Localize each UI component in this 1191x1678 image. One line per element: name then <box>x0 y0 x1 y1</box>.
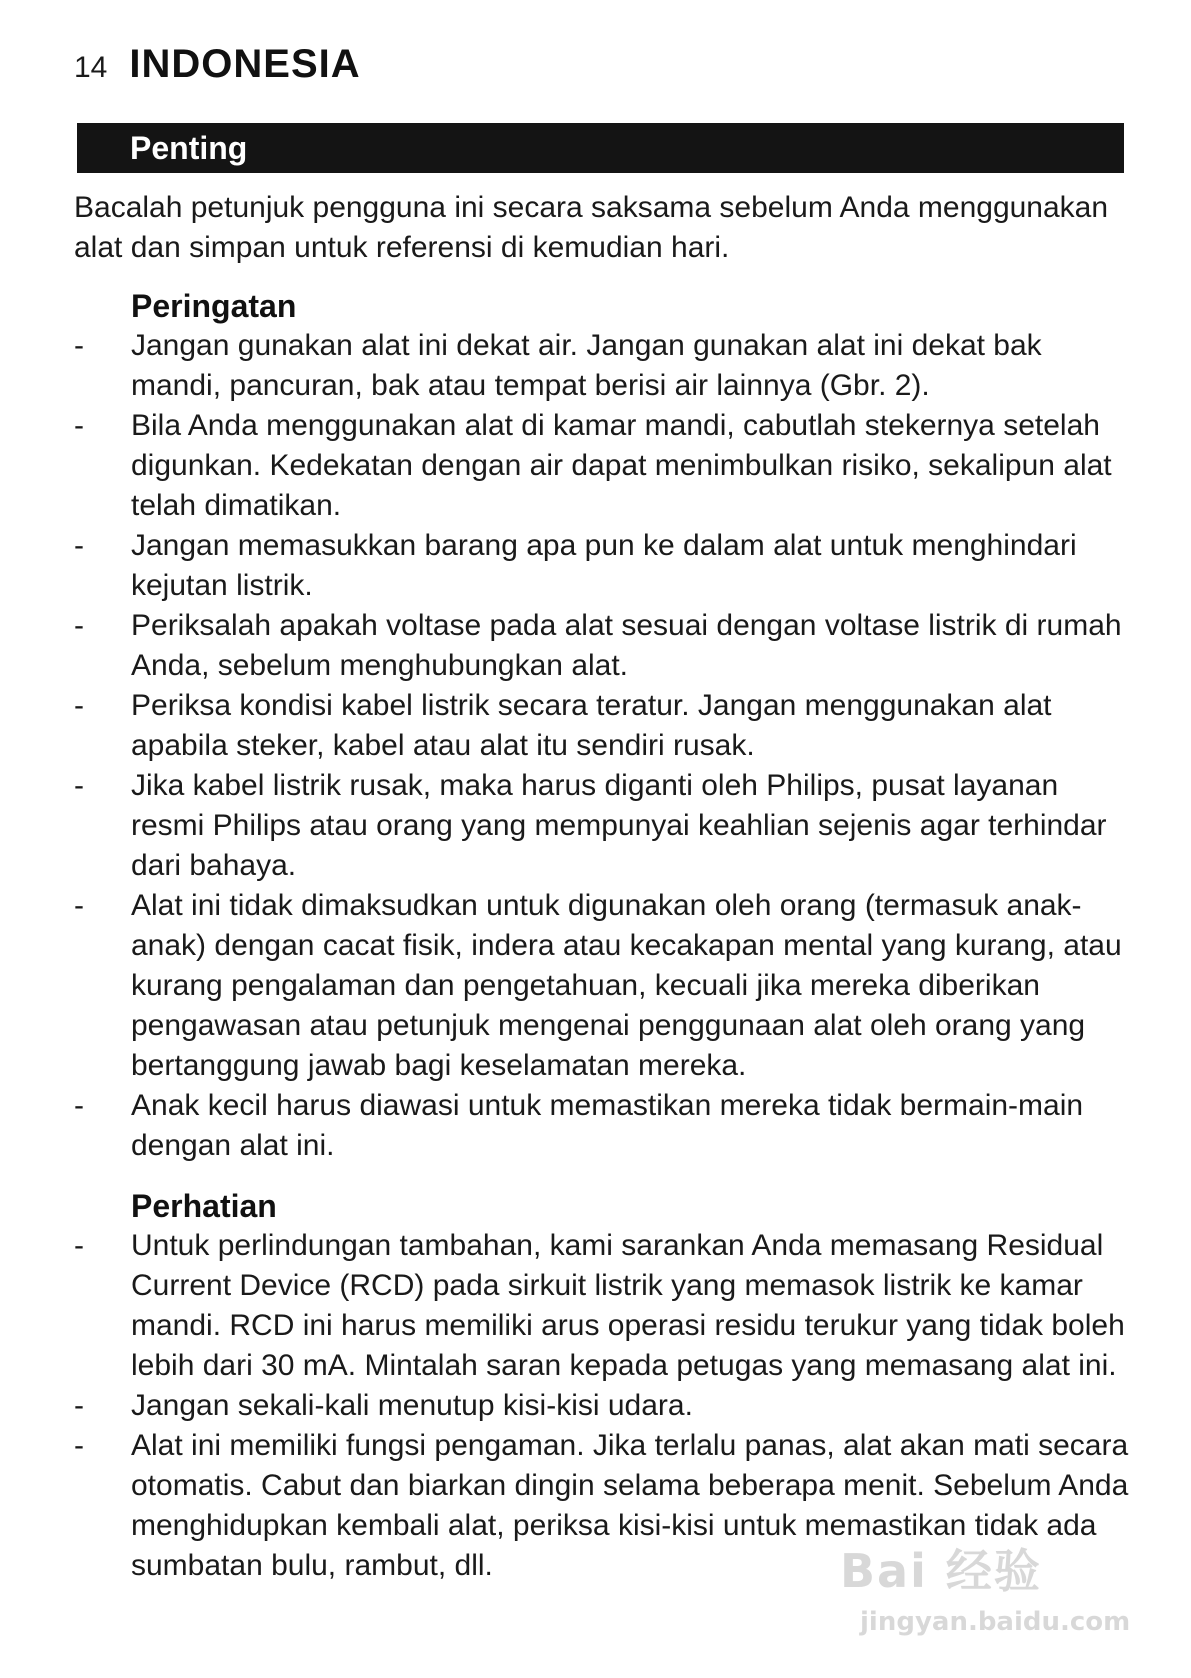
baidu-watermark <box>840 1535 1130 1655</box>
list-item <box>74 326 1134 406</box>
bullet-dash: - <box>74 529 84 562</box>
page-number: 14 <box>74 51 108 84</box>
list-item-text: Jangan sekali-kali menutup kisi-kisi udara. <box>131 1389 693 1422</box>
bullet-dash: - <box>74 769 84 802</box>
bullet-dash: - <box>74 1229 84 1262</box>
warnings-list <box>74 326 1134 1166</box>
section-title: Penting <box>130 130 248 166</box>
intro-paragraph: Bacalah petunjuk pengguna ini secara saksama sebelum Anda menggunakan alat dan simpan untuk referensi di kemudian hari. <box>74 191 1109 264</box>
bullet-dash: - <box>74 409 84 442</box>
list-item-text: Jangan gunakan alat ini dekat air. Jangan gunakan alat ini dekat bak mandi, pancuran, bak atau tempat berisi air lainnya (Gbr. 2). <box>131 329 1042 402</box>
list-item <box>74 1226 1134 1386</box>
language-heading: INDONESIA <box>129 42 361 86</box>
list-item-text: Periksa kondisi kabel listrik secara teratur. Jangan menggunakan alat apabila steker, kabel atau alat itu sendiri rusak. <box>131 689 1052 762</box>
bullet-dash: - <box>74 609 84 642</box>
bullet-dash: - <box>74 1089 84 1122</box>
watermark-logo: Bai 经验 <box>840 1544 1042 1598</box>
warnings-heading: Peringatan <box>131 288 297 324</box>
list-item <box>74 1086 1134 1166</box>
list-item-text: Jika kabel listrik rusak, maka harus diganti oleh Philips, pusat layanan resmi Philips atau orang yang mempunyai keahlian sejenis agar terhindar dari bahaya. <box>131 769 1107 882</box>
list-item <box>74 686 1134 766</box>
cautions-heading: Perhatian <box>131 1188 277 1224</box>
list-item <box>74 1386 1134 1426</box>
bullet-dash: - <box>74 1389 84 1422</box>
bullet-dash: - <box>74 889 84 922</box>
bullet-dash: - <box>74 689 84 722</box>
bullet-dash: - <box>74 329 84 362</box>
cautions-list <box>74 1226 1134 1586</box>
page-header <box>74 42 361 87</box>
list-item <box>74 406 1134 526</box>
document-body <box>74 188 1134 1586</box>
list-item-text: Alat ini memiliki fungsi pengaman. Jika terlalu panas, alat akan mati secara otomatis. Cabut dan biarkan dingin selama beberapa menit. Sebelum Anda menghidupkan kembali alat, periksa kisi-kisi untuk memastikan tidak ada sumbatan bulu, rambut, dll. <box>131 1429 1129 1582</box>
list-item <box>74 606 1134 686</box>
section-spacer <box>74 1166 1134 1186</box>
section-title-bar <box>77 123 1124 173</box>
bullet-dash: - <box>74 1429 84 1462</box>
watermark-url: jingyan.baidu.com <box>860 1607 1131 1637</box>
list-item-text: Periksalah apakah voltase pada alat sesuai dengan voltase listrik di rumah Anda, sebelum menghubungkan alat. <box>131 609 1122 682</box>
list-item-text: Untuk perlindungan tambahan, kami sarankan Anda memasang Residual Current Device (RCD) pada sirkuit listrik yang memasok listrik ke kamar mandi. RCD ini harus memiliki arus operasi residu terukur yang tidak boleh lebih dari 30 mA. Mintalah saran kepada petugas yang memasang alat ini. <box>131 1229 1125 1382</box>
list-item-text: Bila Anda menggunakan alat di kamar mandi, cabutlah stekernya setelah digunkan. Kedekatan dengan air dapat menimbulkan risiko, sekalipun alat telah dimatikan. <box>131 409 1112 522</box>
list-item <box>74 766 1134 886</box>
list-item-text: Alat ini tidak dimaksudkan untuk digunakan oleh orang (termasuk anak-anak) dengan cacat fisik, indera atau kecakapan mental yang kurang, atau kurang pengalaman dan pengetahuan, kecuali jika mereka diberikan pengawasan atau petunjuk mengenai penggunaan alat oleh orang yang bertanggung jawab bagi keselamatan mereka. <box>131 889 1122 1082</box>
list-item-text: Anak kecil harus diawasi untuk memastikan mereka tidak bermain-main dengan alat ini. <box>131 1089 1084 1162</box>
list-item-text: Jangan memasukkan barang apa pun ke dalam alat untuk menghindari kejutan listrik. <box>131 529 1077 602</box>
list-item <box>74 526 1134 606</box>
list-item <box>74 886 1134 1086</box>
